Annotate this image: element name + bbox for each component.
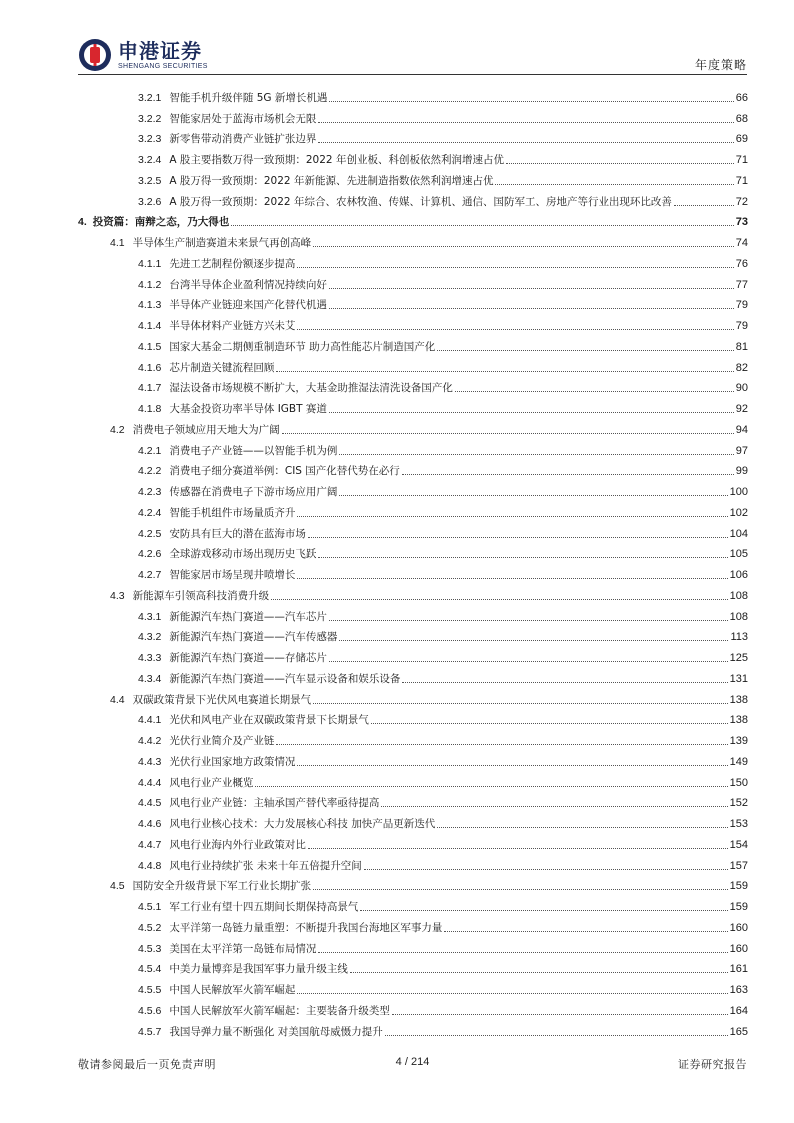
- toc-entry[interactable]: [78, 748, 748, 769]
- toc-entry[interactable]: [78, 935, 748, 956]
- toc-entry-text: 消费电子领域应用天地大为广阔: [132, 423, 280, 436]
- toc-entry[interactable]: [78, 561, 748, 582]
- toc-dot-leader: [455, 391, 734, 392]
- toc-entry-title: [78, 507, 297, 520]
- toc-entry-title: [78, 279, 329, 292]
- toc-entry-text: 智能手机升级伴随 5G 新增长机遇: [169, 91, 328, 104]
- toc-dot-leader: [381, 806, 727, 807]
- toc-entry-text: 双碳政策背景下光伏风电赛道长期景气: [132, 693, 312, 706]
- toc-entry[interactable]: [78, 541, 748, 562]
- toc-entry-text: 湿法设备市场规模不断扩大，大基金助推湿法清洗设备国产化: [169, 382, 453, 395]
- toc-entry[interactable]: [78, 852, 748, 873]
- toc-entry-title: [78, 216, 231, 229]
- toc-entry-page: 92: [735, 403, 748, 415]
- toc-entry[interactable]: [78, 644, 748, 665]
- toc-entry-text: 风电行业产业概览: [169, 776, 254, 789]
- toc-entry-text: 中美力量博弈是我国军事力量升级主线: [169, 963, 348, 976]
- toc-entry-page: 150: [729, 776, 748, 789]
- toc-entry[interactable]: [78, 831, 748, 852]
- toc-entry-text: 投资篇：南辩之态，乃大得也: [92, 216, 230, 229]
- toc-entry-page: 71: [735, 154, 748, 166]
- brand-name-cn: 申港证券: [118, 38, 202, 63]
- footer-disclaimer: 敬请参阅最后一页免责声明: [78, 1058, 216, 1071]
- toc-entry-title: [78, 486, 339, 499]
- toc-dot-leader: [282, 433, 734, 434]
- toc-entry-number: 4.5.4: [138, 963, 162, 976]
- toc-entry-text: 传感器在消费电子下游市场应用广阔: [169, 486, 338, 498]
- toc-entry-number: 4.2.1: [138, 444, 162, 457]
- toc-entry-number: 4.4.6: [138, 818, 162, 830]
- toc-entry-page: 68: [735, 112, 748, 125]
- toc-entry-title: [78, 652, 329, 665]
- toc-entry[interactable]: [78, 478, 748, 499]
- toc-entry[interactable]: [78, 686, 748, 707]
- toc-entry-number: 4.2.3: [138, 486, 162, 498]
- toc-entry-title: [78, 673, 402, 686]
- toc-entry-text: 中国人民解放军火箭军崛起：主要装备升级类型: [169, 1004, 390, 1017]
- toc-dot-leader: [329, 308, 734, 309]
- toc-entry-text: 国家大基金二期侧重制造环节 助力高性能芯片制造国产化: [169, 340, 436, 353]
- toc-entry-title: [78, 694, 313, 707]
- toc-entry[interactable]: [78, 810, 748, 831]
- toc-entry-title: [78, 860, 364, 873]
- toc-entry-text: 智能家居市场呈现井喷增长: [169, 569, 296, 581]
- toc-entry[interactable]: [78, 105, 748, 126]
- toc-entry-text: 全球游戏移动市场出现历史飞跃: [169, 548, 317, 561]
- toc-entry-text: 风电行业产业链：主轴承国产替代率亟待提高: [169, 797, 380, 810]
- toc-entry[interactable]: [78, 416, 748, 437]
- toc-entry[interactable]: [78, 499, 748, 520]
- toc-entry[interactable]: [78, 997, 748, 1018]
- brand-name-en: SHENGANG SECURITIES: [118, 62, 208, 70]
- toc-entry[interactable]: [78, 769, 748, 790]
- toc-dot-leader: [350, 972, 728, 973]
- toc-entry-page: 66: [735, 91, 748, 104]
- toc-dot-leader: [318, 142, 733, 143]
- toc-entry[interactable]: [78, 333, 748, 354]
- toc-dot-leader: [329, 412, 734, 413]
- toc-entry-page: 138: [729, 693, 748, 706]
- toc-entry-page: 159: [729, 880, 748, 893]
- toc-dot-leader: [276, 371, 733, 372]
- toc-entry-page: 106: [729, 569, 748, 581]
- toc-entry-title: [78, 113, 318, 126]
- toc-dot-leader: [318, 122, 733, 123]
- toc-entry-text: 风电行业核心技术：大力发展核心科技 加快产品更新迭代: [169, 818, 436, 830]
- toc-entry-page: 131: [729, 672, 748, 685]
- toc-entry-page: 164: [729, 1004, 748, 1017]
- toc-entry-number: 4.1.4: [138, 320, 162, 332]
- toc-entry-page: 105: [729, 548, 748, 561]
- toc-dot-leader: [297, 329, 733, 330]
- toc-entry[interactable]: [78, 790, 748, 811]
- toc-entry-number: 4.5.3: [138, 942, 162, 955]
- toc-entry-title: [78, 922, 444, 935]
- toc-entry-text: A 股万得一致预期：2022 年综合、农林牧渔、传媒、计算机、通信、国防军工、房地产等行业出现环比改善: [169, 195, 672, 208]
- toc-entry-number: 4.5.1: [138, 901, 162, 913]
- toc-entry-number: 4.3: [110, 589, 125, 602]
- toc-dot-leader: [297, 578, 727, 579]
- page-number: 4 / 214: [395, 1056, 430, 1068]
- table-of-contents: [78, 84, 748, 1039]
- toc-dot-leader: [385, 1035, 728, 1036]
- toc-entry-title: [78, 1005, 392, 1018]
- toc-dot-leader: [271, 599, 728, 600]
- toc-entry-title: [78, 631, 339, 644]
- toc-entry-number: 3.2.2: [138, 112, 162, 125]
- toc-entry-title: [78, 984, 297, 997]
- toc-entry-text: 新能源车引领高科技消费升级: [132, 589, 270, 602]
- toc-entry-number: 3.2.1: [138, 91, 162, 104]
- toc-entry-title: [78, 777, 255, 790]
- toc-entry-page: 125: [729, 652, 748, 664]
- toc-entry-number: 3.2.6: [138, 195, 162, 208]
- toc-entry-number: 4.4.8: [138, 859, 162, 872]
- toc-entry-text: 大基金投资功率半导体 IGBT 赛道: [169, 403, 327, 415]
- toc-dot-leader: [371, 723, 728, 724]
- toc-entry[interactable]: [78, 665, 748, 686]
- toc-entry-title: [78, 590, 271, 603]
- toc-dot-leader: [329, 661, 728, 662]
- toc-entry-title: [78, 569, 297, 582]
- toc-entry-number: 4.5.7: [138, 1025, 162, 1038]
- toc-entry-number: 4.1.1: [138, 257, 162, 270]
- toc-entry-title: [78, 714, 371, 727]
- toc-entry-number: 4.5.5: [138, 984, 162, 996]
- toc-entry-page: 161: [729, 963, 748, 976]
- toc-entry-number: 3.2.4: [138, 154, 162, 166]
- toc-entry-number: 4.3.2: [138, 631, 162, 644]
- toc-entry[interactable]: [78, 229, 748, 250]
- toc-entry-text: 新能源汽车热门赛道——存储芯片: [169, 652, 327, 664]
- toc-entry-page: 102: [729, 506, 748, 519]
- toc-entry-title: [78, 133, 318, 146]
- toc-entry-number: 4.4.3: [138, 755, 162, 768]
- toc-entry[interactable]: [78, 84, 748, 105]
- toc-entry-page: 157: [729, 859, 748, 872]
- toc-entry-title: [78, 175, 495, 188]
- toc-entry-page: 113: [730, 631, 748, 644]
- toc-entry-page: 159: [729, 901, 748, 913]
- toc-entry[interactable]: [78, 395, 748, 416]
- toc-entry[interactable]: [78, 624, 748, 645]
- toc-entry-text: 半导体材料产业链方兴未艾: [169, 320, 296, 332]
- toc-entry-number: 4.1.6: [138, 361, 162, 374]
- toc-entry-number: 4.4.1: [138, 714, 162, 727]
- toc-entry[interactable]: [78, 520, 748, 541]
- toc-dot-leader: [313, 703, 728, 704]
- page-header: [0, 0, 794, 80]
- toc-entry-page: 72: [735, 195, 748, 208]
- toc-entry-number: 4.3.4: [138, 672, 162, 685]
- toc-entry-title: [78, 839, 308, 852]
- toc-entry[interactable]: [78, 893, 748, 914]
- toc-dot-leader: [313, 246, 734, 247]
- toc-entry[interactable]: [78, 458, 748, 479]
- toc-entry-page: 73: [735, 216, 748, 229]
- toc-dot-leader: [360, 910, 727, 911]
- toc-entry-text: 太平洋第一岛链力量重塑：不断提升我国台海地区军事力量: [169, 921, 443, 934]
- toc-dot-leader: [276, 744, 727, 745]
- toc-entry[interactable]: [78, 707, 748, 728]
- toc-entry-page: 160: [729, 921, 748, 934]
- toc-entry-number: 4.4.7: [138, 838, 162, 851]
- toc-entry-number: 4.3.1: [138, 610, 162, 623]
- header-divider: [78, 74, 747, 75]
- toc-entry-title: [78, 299, 329, 312]
- toc-entry-text: 我国导弹力量不断强化 对美国航母威慑力提升: [169, 1025, 383, 1038]
- toc-dot-leader: [339, 454, 733, 455]
- toc-entry-number: 4.4: [110, 693, 125, 706]
- toc-entry-text: 风电行业持续扩张 未来十年五倍提升空间: [169, 859, 362, 872]
- toc-entry[interactable]: [78, 956, 748, 977]
- toc-entry-title: [78, 735, 276, 748]
- toc-dot-leader: [318, 557, 727, 558]
- toc-entry-page: 79: [735, 299, 748, 312]
- toc-dot-leader: [231, 225, 733, 226]
- toc-entry[interactable]: [78, 292, 748, 313]
- toc-entry-text: 消费电子细分赛道举例：CIS 国产化替代势在必行: [169, 465, 400, 478]
- toc-entry[interactable]: [78, 167, 748, 188]
- toc-dot-leader: [308, 848, 728, 849]
- toc-entry-text: 消费电子产业链——以智能手机为例: [169, 444, 338, 457]
- toc-entry[interactable]: [78, 437, 748, 458]
- toc-entry[interactable]: [78, 873, 748, 894]
- toc-entry[interactable]: [78, 188, 748, 209]
- document-type: 年度策略: [694, 58, 747, 72]
- toc-entry-page: 108: [729, 589, 748, 602]
- toc-dot-leader: [255, 786, 727, 787]
- toc-entry-text: 新能源汽车热门赛道——汽车芯片: [169, 610, 327, 623]
- toc-entry-page: 154: [729, 838, 748, 851]
- toc-dot-leader: [437, 827, 727, 828]
- toc-entry-page: 79: [735, 320, 748, 332]
- toc-entry-page: 74: [735, 237, 748, 249]
- toc-entry-title: [78, 258, 297, 271]
- toc-entry-page: 163: [729, 984, 748, 996]
- toc-entry[interactable]: [78, 582, 748, 603]
- toc-entry-title: [78, 880, 313, 893]
- toc-dot-leader: [506, 163, 734, 164]
- toc-entry[interactable]: [78, 271, 748, 292]
- toc-entry-page: 153: [729, 818, 748, 830]
- toc-entry[interactable]: [78, 312, 748, 333]
- toc-entry-page: 99: [735, 465, 748, 478]
- toc-entry-page: 104: [729, 527, 748, 540]
- toc-entry-text: 芯片制造关键流程回顾: [169, 361, 275, 374]
- toc-dot-leader: [392, 1014, 728, 1015]
- toc-dot-leader: [339, 640, 728, 641]
- toc-entry[interactable]: [78, 375, 748, 396]
- toc-entry-text: 光伏和风电产业在双碳政策背景下长期景气: [169, 714, 369, 727]
- toc-entry[interactable]: [78, 976, 748, 997]
- toc-entry-text: 军工行业有望十四五期间长期保持高景气: [169, 901, 359, 913]
- toc-entry-title: [78, 362, 276, 375]
- toc-entry-page: 82: [735, 361, 748, 374]
- toc-entry-number: 4.1.8: [138, 403, 162, 415]
- toc-entry-page: 97: [735, 444, 748, 457]
- toc-entry-text: 半导体生产制造赛道未来景气再创高峰: [132, 237, 312, 249]
- toc-entry-number: 4.4.5: [138, 797, 162, 810]
- toc-entry-page: 77: [735, 278, 748, 291]
- toc-entry-number: 4.3.3: [138, 652, 162, 664]
- toc-entry-title: [78, 196, 674, 209]
- toc-dot-leader: [437, 350, 734, 351]
- toc-entry-text: 先进工艺制程份额逐步提高: [169, 257, 296, 270]
- toc-dot-leader: [329, 101, 733, 102]
- toc-entry-text: 智能手机组件市场量质齐升: [169, 506, 296, 519]
- toc-entry-title: [78, 382, 455, 395]
- toc-entry-page: 71: [735, 174, 748, 187]
- toc-entry-page: 90: [735, 382, 748, 395]
- toc-entry-number: 4.2.4: [138, 506, 162, 519]
- toc-entry-number: 4.1.7: [138, 382, 162, 395]
- toc-entry-title: [78, 943, 318, 956]
- toc-entry-page: 149: [729, 755, 748, 768]
- toc-entry-number: 4.4.4: [138, 776, 162, 789]
- toc-dot-leader: [364, 869, 728, 870]
- toc-dot-leader: [297, 516, 727, 517]
- toc-entry-number: 4.5: [110, 880, 125, 893]
- toc-entry-text: 中国人民解放军火箭军崛起: [169, 984, 296, 996]
- toc-dot-leader: [402, 682, 727, 683]
- toc-entry-number: 4.1.2: [138, 278, 162, 291]
- toc-dot-leader: [329, 620, 728, 621]
- toc-entry-number: 4.2.6: [138, 548, 162, 561]
- toc-entry-text: 美国在太平洋第一岛链布局情况: [169, 942, 317, 955]
- toc-entry-text: 新能源汽车热门赛道——汽车显示设备和娱乐设备: [169, 672, 401, 685]
- toc-dot-leader: [297, 267, 733, 268]
- toc-dot-leader: [495, 184, 733, 185]
- toc-entry-title: [78, 154, 506, 167]
- toc-entry-title: [78, 756, 297, 769]
- toc-entry-text: 半导体产业链迎来国产化替代机遇: [169, 299, 327, 312]
- toc-entry-title: [78, 237, 313, 250]
- toc-entry-text: 光伏行业国家地方政策情况: [169, 755, 296, 768]
- toc-entry-text: 光伏行业简介及产业链: [169, 735, 275, 747]
- toc-entry-page: 100: [729, 486, 748, 498]
- toc-entry-page: 138: [729, 714, 748, 727]
- toc-entry-title: [78, 1026, 385, 1039]
- toc-entry-number: 4.2.5: [138, 527, 162, 540]
- toc-entry-title: [78, 445, 339, 458]
- toc-entry[interactable]: [78, 1018, 748, 1039]
- toc-dot-leader: [329, 288, 734, 289]
- toc-entry-text: 智能家居处于蓝海市场机会无限: [169, 112, 317, 125]
- toc-entry-page: 94: [735, 423, 748, 436]
- report-type: 证券研究报告: [678, 1058, 747, 1071]
- toc-entry-page: 139: [729, 735, 748, 747]
- toc-entry-text: 新能源汽车热门赛道——汽车传感器: [169, 631, 338, 644]
- toc-entry[interactable]: [78, 603, 748, 624]
- toc-dot-leader: [313, 889, 728, 890]
- toc-entry[interactable]: [78, 146, 748, 167]
- toc-entry-title: [78, 320, 297, 333]
- shengang-logo-icon: [78, 38, 112, 72]
- toc-dot-leader: [444, 931, 727, 932]
- toc-entry-title: [78, 403, 329, 416]
- toc-entry-page: 165: [729, 1025, 748, 1038]
- toc-entry-number: 4.5.2: [138, 921, 162, 934]
- toc-entry-number: 3.2.5: [138, 174, 162, 187]
- toc-entry-text: 安防具有巨大的潜在蓝海市场: [169, 527, 306, 540]
- toc-entry-text: A 股万得一致预期：2022 年新能源、先进制造指数依然利润增速占优: [169, 174, 494, 187]
- toc-entry-number: 4.4.2: [138, 735, 162, 747]
- toc-entry-page: 69: [735, 133, 748, 146]
- toc-dot-leader: [308, 537, 728, 538]
- toc-dot-leader: [674, 205, 734, 206]
- toc-entry[interactable]: [78, 727, 748, 748]
- toc-dot-leader: [339, 495, 727, 496]
- toc-entry-text: A 股主要指数万得一致预期：2022 年创业板、科创板依然利润增速占优: [169, 154, 504, 166]
- toc-entry-page: 152: [729, 797, 748, 810]
- toc-dot-leader: [318, 952, 727, 953]
- toc-entry-title: [78, 548, 318, 561]
- toc-entry-number: 4.2.2: [138, 465, 162, 478]
- toc-entry-title: [78, 424, 282, 437]
- toc-entry-title: [78, 901, 360, 914]
- toc-entry-text: 风电行业海内外行业政策对比: [169, 838, 306, 851]
- toc-entry-page: 81: [735, 340, 748, 353]
- brand-logo: [78, 38, 208, 72]
- toc-entry-number: 4.1: [110, 237, 125, 249]
- toc-entry-number: 3.2.3: [138, 133, 162, 146]
- toc-entry-title: [78, 341, 437, 354]
- toc-entry[interactable]: [78, 354, 748, 375]
- toc-entry-number: 4.2.7: [138, 569, 162, 581]
- toc-entry-title: [78, 963, 350, 976]
- toc-entry-title: [78, 797, 381, 810]
- toc-dot-leader: [297, 765, 727, 766]
- toc-entry[interactable]: [78, 250, 748, 271]
- toc-entry-title: [78, 528, 308, 541]
- toc-entry-title: [78, 818, 437, 831]
- toc-entry-page: 108: [729, 610, 748, 623]
- toc-entry-text: 国防安全升级背景下军工行业长期扩张: [132, 880, 312, 893]
- toc-entry-text: 新零售带动消费产业链扩张边界: [169, 133, 317, 146]
- toc-entry-title: [78, 465, 402, 478]
- toc-dot-leader: [402, 474, 734, 475]
- toc-entry-number: 4.2: [110, 423, 125, 436]
- toc-entry-number: 4.1.5: [138, 340, 162, 353]
- toc-entry-number: 4.1.3: [138, 299, 162, 312]
- toc-entry-text: 台湾半导体企业盈利情况持续向好: [169, 278, 327, 291]
- toc-dot-leader: [297, 993, 727, 994]
- toc-entry[interactable]: [78, 126, 748, 147]
- toc-entry[interactable]: [78, 209, 748, 230]
- toc-entry-title: [78, 92, 329, 105]
- toc-entry-page: 160: [729, 942, 748, 955]
- toc-entry-page: 76: [735, 257, 748, 270]
- toc-entry-number: 4.: [78, 216, 87, 229]
- toc-entry-title: [78, 611, 329, 624]
- toc-entry[interactable]: [78, 914, 748, 935]
- toc-entry-number: 4.5.6: [138, 1004, 162, 1017]
